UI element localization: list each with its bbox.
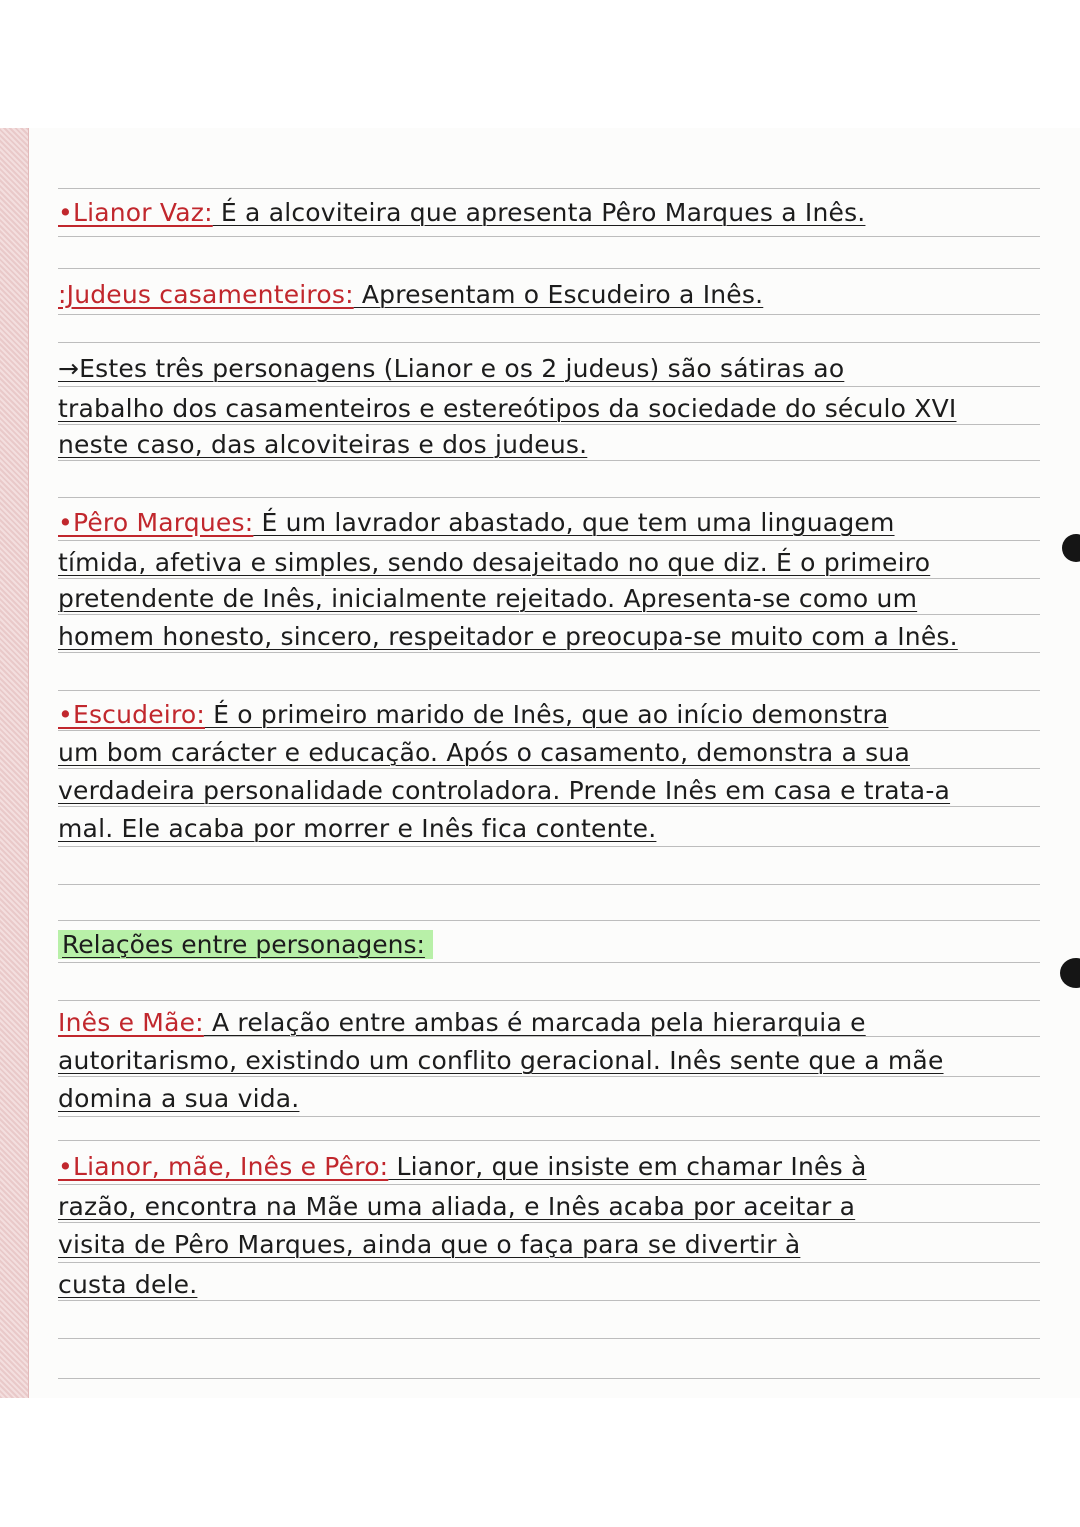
note-label: Inês e Mãe: bbox=[58, 1008, 204, 1037]
note-text: domina a sua vida. bbox=[58, 1084, 300, 1113]
note-lianor-mae-ines-pero-line bbox=[58, 1228, 1048, 1262]
rule-line bbox=[58, 540, 1040, 541]
rule-line bbox=[58, 342, 1040, 343]
rule-line bbox=[58, 497, 1040, 498]
note-text: neste caso, das alcoviteiras e dos judeus. bbox=[58, 430, 588, 459]
rule-line bbox=[58, 690, 1040, 691]
rule-line bbox=[58, 1116, 1040, 1117]
rule-line bbox=[58, 268, 1040, 269]
note-text: homem honesto, sincero, respeitador e preocupa-se muito com a Inês. bbox=[58, 622, 958, 651]
note-label: •Pêro Marques: bbox=[58, 508, 254, 537]
rule-line bbox=[58, 314, 1040, 315]
note-text: razão, encontra na Mãe uma aliada, e Inês acaba por aceitar a bbox=[58, 1192, 856, 1221]
note-text: visita de Pêro Marques, ainda que o faça para se divertir à bbox=[58, 1230, 801, 1259]
note-label: :Judeus casamenteiros: bbox=[58, 280, 354, 309]
note-lianor-mae-ines-pero-line bbox=[58, 1190, 1048, 1224]
note-text: trabalho dos casamenteiros e estereótipos da sociedade do século XVI bbox=[58, 394, 957, 423]
note-judeus-casamenteiros bbox=[58, 278, 1048, 312]
note-escudeiro-line bbox=[58, 774, 1048, 808]
rule-line bbox=[58, 884, 1040, 885]
note-label: •Escudeiro: bbox=[58, 700, 205, 729]
note-text: É o primeiro marido de Inês, que ao início demonstra bbox=[205, 700, 889, 729]
note-pero-marques-line bbox=[58, 620, 1048, 654]
note-text: É a alcoviteira que apresenta Pêro Marques a Inês. bbox=[212, 198, 866, 227]
note-escudeiro-line bbox=[58, 812, 1048, 846]
note-text: um bom carácter e educação. Após o casamento, demonstra a sua bbox=[58, 738, 910, 767]
note-estes-tres-line bbox=[58, 392, 1048, 426]
note-pero-marques-line bbox=[58, 546, 1048, 580]
note-label: •Lianor, mãe, Inês e Pêro: bbox=[58, 1152, 389, 1181]
rule-line bbox=[58, 386, 1040, 387]
rule-line bbox=[58, 962, 1040, 963]
note-escudeiro-line bbox=[58, 698, 1048, 732]
note-label: •Lianor Vaz: bbox=[58, 198, 213, 227]
note-text: autoritarismo, existindo um conflito geracional. Inês sente que a mãe bbox=[58, 1046, 944, 1075]
note-escudeiro-line bbox=[58, 736, 1048, 770]
rule-line bbox=[58, 1000, 1040, 1001]
rule-line bbox=[58, 188, 1040, 189]
note-lianor-mae-ines-pero-line bbox=[58, 1268, 1048, 1302]
note-text: verdadeira personalidade controladora. Prende Inês em casa e trata-a bbox=[58, 776, 951, 805]
rule-line bbox=[58, 920, 1040, 921]
rule-line bbox=[58, 1262, 1040, 1263]
rule-line bbox=[58, 1140, 1040, 1141]
section-title-text: Relações entre personagens: bbox=[58, 930, 433, 959]
note-text: A relação entre ambas é marcada pela hierarquia e bbox=[203, 1008, 866, 1037]
rule-line bbox=[58, 1184, 1040, 1185]
note-estes-tres-line bbox=[58, 428, 1048, 462]
note-text: Apresentam o Escudeiro a Inês. bbox=[353, 280, 764, 309]
note-lianor-mae-ines-pero-line bbox=[58, 1150, 1048, 1184]
note-text: Lianor, que insiste em chamar Inês à bbox=[388, 1152, 867, 1181]
note-text: tímida, afetiva e simples, sendo desajeitado no que diz. É o primeiro bbox=[58, 548, 931, 577]
note-pero-marques-line bbox=[58, 506, 1048, 540]
rule-line bbox=[58, 846, 1040, 847]
note-estes-tres-line bbox=[58, 352, 1048, 386]
note-pero-marques-line bbox=[58, 582, 1048, 616]
note-ines-mae-line bbox=[58, 1006, 1048, 1040]
note-text: custa dele. bbox=[58, 1270, 198, 1299]
rule-line bbox=[58, 1378, 1040, 1379]
note-text: É um lavrador abastado, que tem uma linguagem bbox=[253, 508, 895, 537]
rule-line bbox=[58, 1338, 1040, 1339]
margin-strip bbox=[0, 128, 29, 1398]
note-text: mal. Ele acaba por morrer e Inês fica contente. bbox=[58, 814, 657, 843]
note-ines-mae-line bbox=[58, 1082, 1048, 1116]
note-text: pretendente de Inês, inicialmente rejeitado. Apresenta-se como um bbox=[58, 584, 918, 613]
section-title bbox=[58, 928, 433, 962]
note-lianor-vaz bbox=[58, 196, 1048, 230]
rule-line bbox=[58, 236, 1040, 237]
note-ines-mae-line bbox=[58, 1044, 1048, 1078]
note-text: →Estes três personagens (Lianor e os 2 judeus) são sátiras ao bbox=[58, 354, 845, 383]
